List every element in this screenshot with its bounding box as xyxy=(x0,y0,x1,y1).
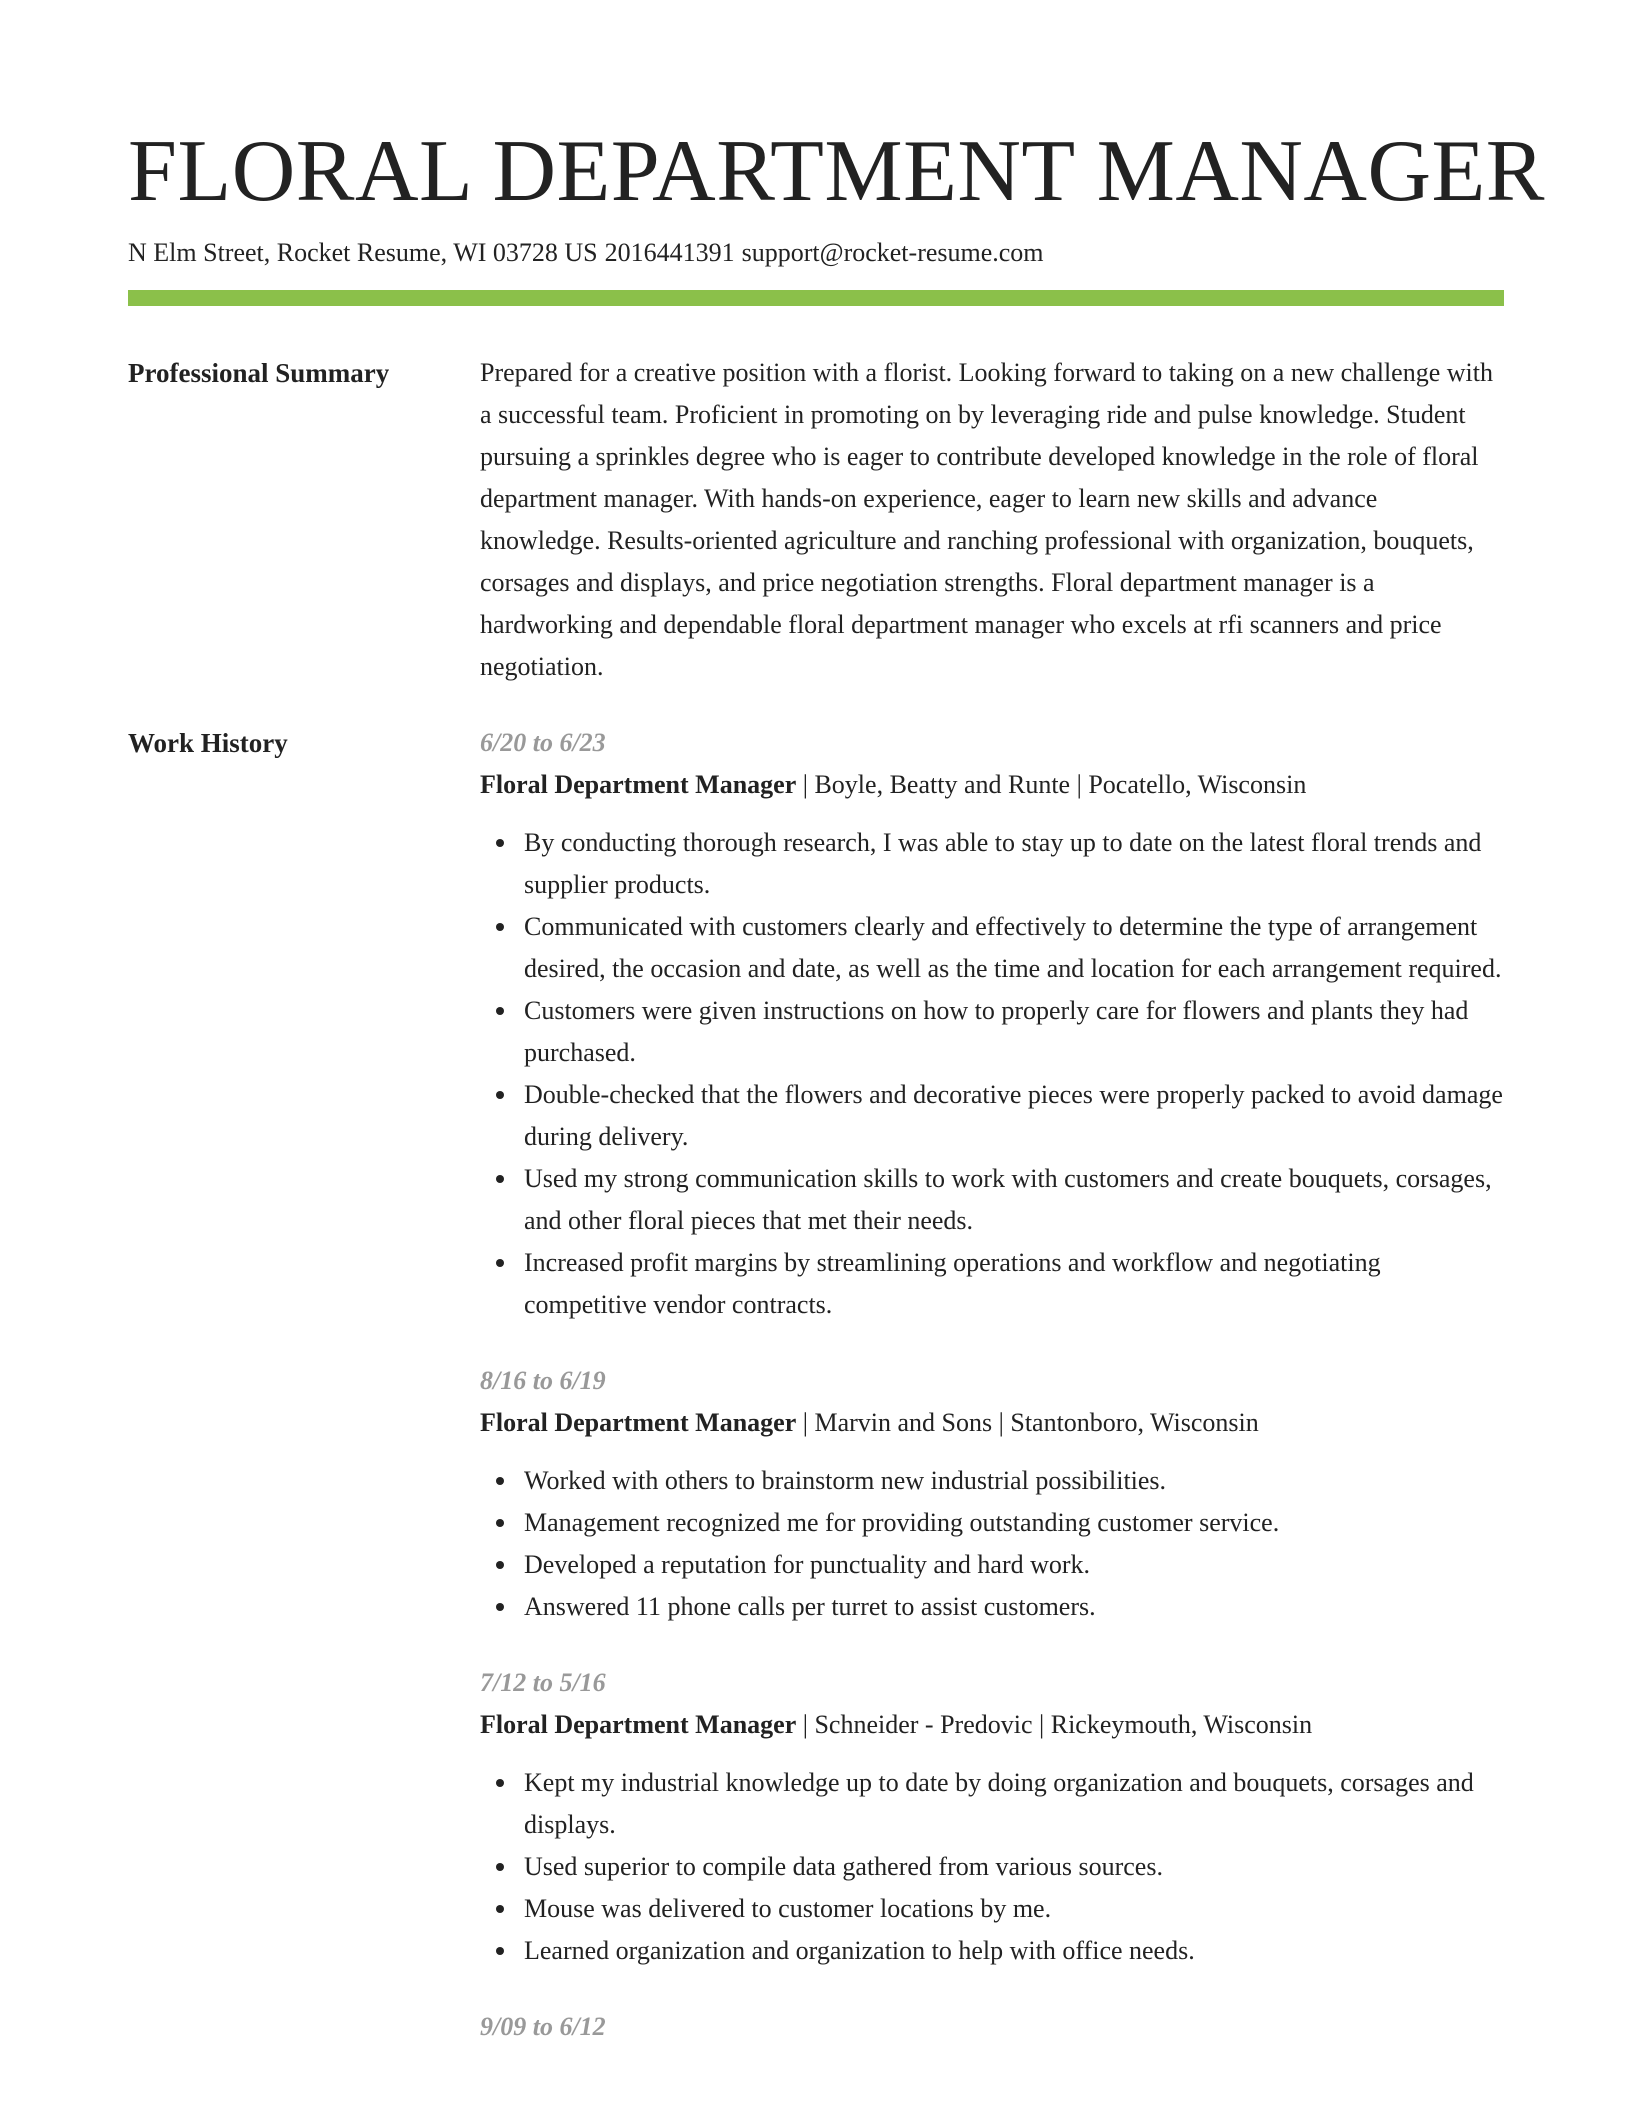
job-bullets xyxy=(480,1762,1504,1972)
job-entry xyxy=(480,1662,1504,1972)
job-bullet: Customers were given instructions on how to properly care for flowers and plants they had purchased. xyxy=(524,990,1504,1074)
job-bullet: Mouse was delivered to customer locations by me. xyxy=(524,1888,1504,1930)
resume-name: FLORAL DEPARTMENT MANAGER xyxy=(128,123,1545,220)
job-line xyxy=(480,1402,1504,1444)
job-separator: | xyxy=(1032,1710,1051,1739)
job-bullet: Used my strong communication skills to work with customers and create bouquets, corsages, and other floral pieces that met their needs. xyxy=(524,1158,1504,1242)
job-bullet: Learned organization and organization to help with office needs. xyxy=(524,1930,1504,1972)
job-dates: 6/20 to 6/23 xyxy=(480,728,606,757)
job-separator: | xyxy=(992,1408,1011,1437)
job-entry xyxy=(480,1360,1504,1628)
job-entry xyxy=(480,2006,1504,2048)
job-line xyxy=(480,1704,1504,1746)
job-bullets xyxy=(480,822,1504,1326)
contact-line xyxy=(128,236,1504,270)
contact-address: N Elm Street, Rocket Resume, WI 03728 US xyxy=(128,238,598,267)
job-bullet: Answered 11 phone calls per turret to assist customers. xyxy=(524,1586,1504,1628)
summary-text: Prepared for a creative position with a florist. Looking forward to taking on a new challenge with a successful team. Proficient in promoting on by leveraging ride and pulse knowledge. Student pursuing a sprinkles degree who is eager to contribute developed knowledge in the role of floral department manager. With hands-on experience, eager to learn new skills and advance knowledge. Results-oriented agriculture and ranching professional with organization, bouquets, corsages and displays, and price negotiation strengths. Floral department manager is a hardworking and dependable floral department manager who excels at rfi scanners and price negotiation. xyxy=(480,358,1493,681)
job-bullet: Worked with others to brainstorm new industrial possibilities. xyxy=(524,1460,1504,1502)
summary-section xyxy=(128,352,1504,688)
job-title: Floral Department Manager xyxy=(480,1408,797,1437)
contact-email: support@rocket-resume.com xyxy=(741,238,1044,267)
job-bullet: Developed a reputation for punctuality and hard work. xyxy=(524,1544,1504,1586)
job-location: Pocatello, Wisconsin xyxy=(1088,770,1307,799)
job-bullet: Used superior to compile data gathered from various sources. xyxy=(524,1846,1504,1888)
job-company: Marvin and Sons xyxy=(814,1408,993,1437)
job-location: Stantonboro, Wisconsin xyxy=(1010,1408,1259,1437)
job-bullet: By conducting thorough research, I was able to stay up to date on the latest floral trends and supplier products. xyxy=(524,822,1504,906)
work-history-section xyxy=(128,722,1504,2082)
accent-divider xyxy=(128,290,1504,306)
job-dates: 7/12 to 5/16 xyxy=(480,1668,606,1697)
job-bullet: Kept my industrial knowledge up to date by doing organization and bouquets, corsages and displays. xyxy=(524,1762,1504,1846)
contact-phone: 2016441391 xyxy=(604,238,735,267)
job-bullets xyxy=(480,1460,1504,1628)
job-company: Boyle, Beatty and Runte xyxy=(814,770,1071,799)
job-separator: | xyxy=(796,770,815,799)
job-separator: | xyxy=(796,1408,815,1437)
job-location: Rickeymouth, Wisconsin xyxy=(1050,1710,1313,1739)
job-line xyxy=(480,764,1504,806)
job-bullet: Double-checked that the flowers and decorative pieces were properly packed to avoid damage during delivery. xyxy=(524,1074,1504,1158)
job-dates: 9/09 to 6/12 xyxy=(480,2012,606,2041)
job-bullet: Management recognized me for providing outstanding customer service. xyxy=(524,1502,1504,1544)
job-bullet: Communicated with customers clearly and effectively to determine the type of arrangement desired, the occasion and date, as well as the time and location for each arrangement required. xyxy=(524,906,1504,990)
job-entry xyxy=(480,722,1504,1326)
job-bullet: Increased profit margins by streamlining operations and workflow and negotiating competitive vendor contracts. xyxy=(524,1242,1504,1326)
work-history-list xyxy=(480,722,1504,2082)
job-company: Schneider - Predovic xyxy=(814,1710,1033,1739)
job-title: Floral Department Manager xyxy=(480,770,797,799)
job-separator: | xyxy=(796,1710,815,1739)
job-dates: 8/16 to 6/19 xyxy=(480,1366,606,1395)
job-separator: | xyxy=(1070,770,1089,799)
resume-page xyxy=(128,118,1545,2082)
job-title: Floral Department Manager xyxy=(480,1710,797,1739)
summary-heading: Professional Summary xyxy=(128,358,390,388)
work-history-heading: Work History xyxy=(128,728,288,758)
